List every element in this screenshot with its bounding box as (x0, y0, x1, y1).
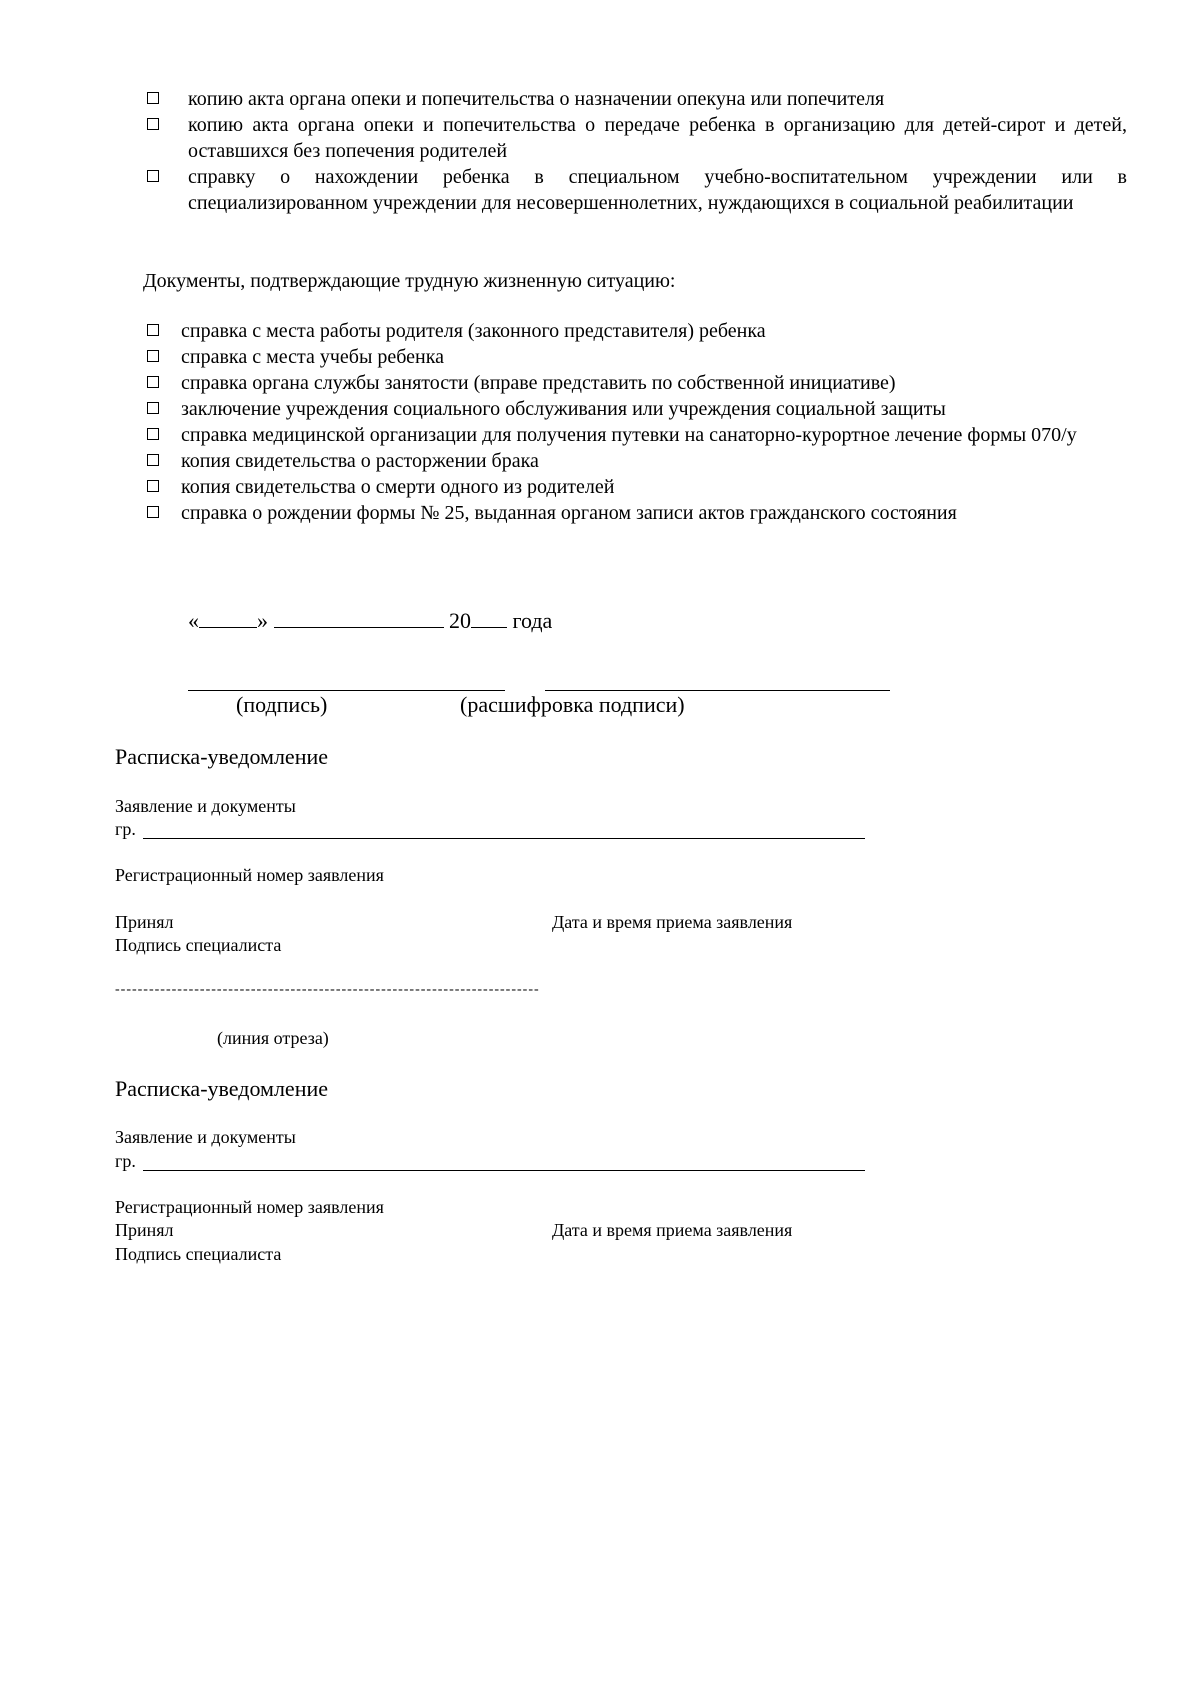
checklist-item-label: справка с места учебы ребенка (181, 346, 445, 368)
checklist-item-label: справка с места работы родителя (законного представителя) ребенка (181, 320, 766, 342)
year-blank[interactable] (471, 605, 507, 628)
day-blank[interactable] (199, 605, 257, 628)
citizen-prefix: гр. (115, 1151, 136, 1171)
checklist-item (147, 112, 1127, 164)
statement-label: Заявление и документы (115, 796, 296, 816)
checklist-item-label: копию акта органа опеки и попечительства о назначении опекуна или попечителя (188, 88, 885, 110)
checklist-item (147, 86, 1127, 112)
checkbox[interactable] (147, 350, 159, 362)
checklist-item-label: справка медицинской организации для получения путевки на санаторно-курортное лечение формы 070/у (181, 424, 1077, 446)
specialist-signature-label: Подпись специалиста (115, 1244, 282, 1264)
checklist-item-label: справка органа службы занятости (вправе представить по собственной инициативе) (181, 372, 896, 394)
checklist-item (147, 474, 1127, 500)
datetime-label: Дата и время приема заявления (552, 1220, 793, 1240)
date-close-quote: » (257, 608, 268, 633)
checklist-item-label: заключение учреждения социального обслуживания или учреждения социальной защиты (181, 398, 946, 420)
checkbox[interactable] (147, 170, 159, 182)
reg-number-label: Регистрационный номер заявления (115, 1197, 384, 1217)
checklist-item (147, 422, 1127, 448)
signature-label: (подпись) (236, 692, 328, 717)
hardship-documents-checklist (147, 318, 1127, 526)
cut-line: --------------------------------------------------------------------------- (115, 982, 540, 997)
receipt-title: Расписка-уведомление (115, 1076, 329, 1101)
accepted-label: Принял (115, 1220, 174, 1240)
year-suffix: года (512, 608, 553, 633)
datetime-label: Дата и время приема заявления (552, 912, 793, 932)
checkbox[interactable] (147, 506, 159, 518)
year-prefix: 20 (449, 608, 471, 633)
statement-label: Заявление и документы (115, 1127, 296, 1147)
checklist-item (147, 500, 1127, 526)
checklist-item-label: копию акта органа опеки и попечительства о передаче ребенка в организацию для детей-сирот и детей, оставшихся без попечения родителей (188, 114, 1127, 162)
accepted-label: Принял (115, 912, 174, 932)
citizen-name-line[interactable] (143, 1170, 865, 1171)
checkbox[interactable] (147, 92, 159, 104)
checklist-item (147, 448, 1127, 474)
citizen-name-line[interactable] (143, 838, 865, 839)
checkbox[interactable] (147, 402, 159, 414)
checkbox[interactable] (147, 324, 159, 336)
month-blank[interactable] (274, 605, 444, 628)
checkbox[interactable] (147, 376, 159, 388)
signature-decode-label: (расшифровка подписи) (460, 692, 685, 717)
checklist-item-label: справка о рождении формы № 25, выданная органом записи актов гражданского состояния (181, 502, 957, 524)
citizen-prefix: гр. (115, 819, 136, 839)
date-line (188, 605, 552, 636)
checklist-item (147, 370, 1127, 396)
cut-line-label: (линия отреза) (217, 1028, 329, 1048)
checkbox[interactable] (147, 454, 159, 466)
checklist-item-label: справку о нахождении ребенка в специальном учебно-воспитательном учреждении или в специализированном учреждении для несовершеннолетних, нуждающихся в социальной реабилитации (188, 166, 1127, 214)
date-open-quote: « (188, 608, 199, 633)
checkbox[interactable] (147, 428, 159, 440)
checkbox[interactable] (147, 480, 159, 492)
reg-number-label: Регистрационный номер заявления (115, 865, 384, 885)
guardianship-checklist (147, 86, 1127, 216)
checklist-item-label: копия свидетельства о смерти одного из родителей (181, 476, 615, 498)
checklist-item (147, 396, 1127, 422)
checkbox[interactable] (147, 118, 159, 130)
documents-heading: Документы, подтверждающие трудную жизненную ситуацию: (143, 270, 676, 292)
specialist-signature-label: Подпись специалиста (115, 935, 282, 955)
checklist-item (147, 344, 1127, 370)
receipt-title: Расписка-уведомление (115, 744, 329, 769)
checklist-item (147, 318, 1127, 344)
checklist-item (147, 164, 1127, 216)
checklist-item-label: копия свидетельства о расторжении брака (181, 450, 539, 472)
